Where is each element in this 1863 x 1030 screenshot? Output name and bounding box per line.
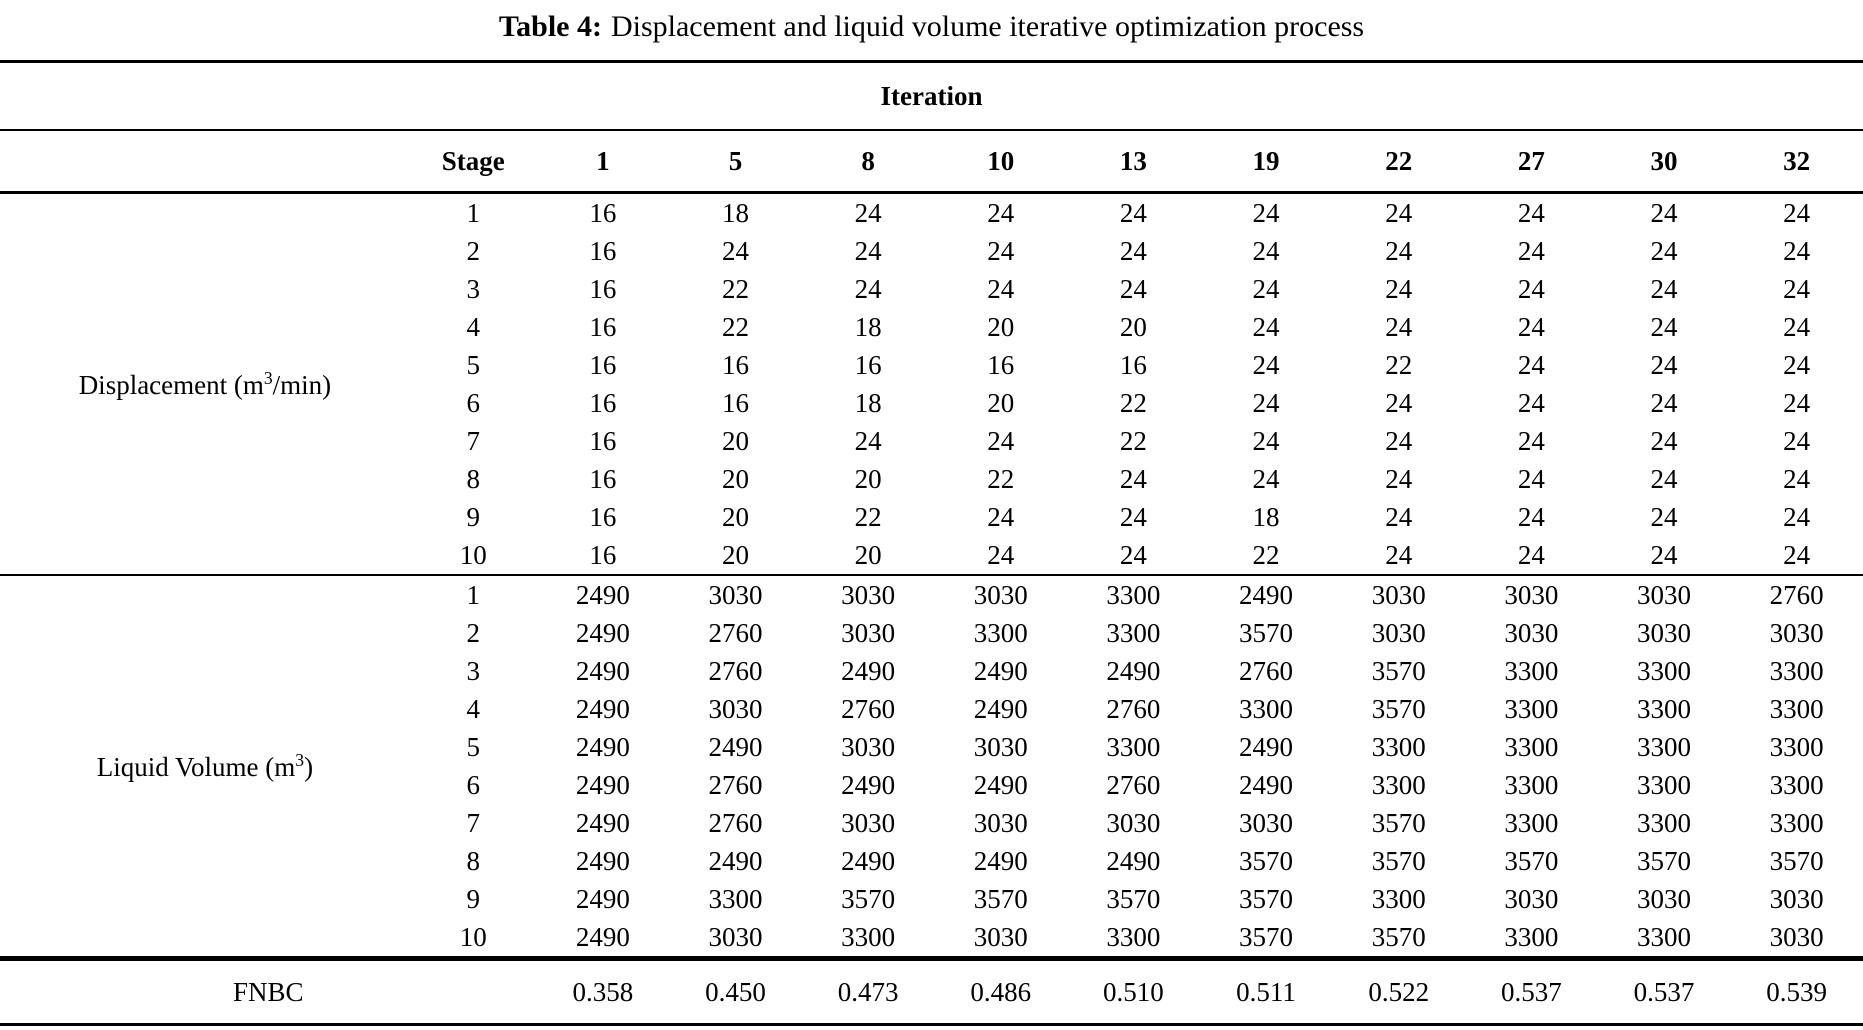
value-cell: 3300: [1636, 807, 1691, 838]
value-cell: 24: [1783, 539, 1811, 570]
value-cell: 2490: [708, 731, 763, 762]
value-cell: 3030: [973, 731, 1028, 762]
value-cell: 24: [1252, 197, 1280, 228]
value-cell: 24: [1385, 197, 1413, 228]
value-cell: 22: [1385, 349, 1413, 380]
value-cell: 3030: [1636, 883, 1691, 914]
value-cell: 2760: [1106, 693, 1161, 724]
value-cell: 24: [987, 197, 1015, 228]
value-cell: 24: [1517, 463, 1545, 494]
value-cell: 3570: [1636, 845, 1691, 876]
iteration-column-header: 13: [1067, 130, 1200, 193]
value-cell: 3030: [841, 807, 896, 838]
value-cell: 20: [721, 463, 749, 494]
stage-cell: 7: [466, 425, 480, 456]
value-cell: 24: [1517, 349, 1545, 380]
value-cell: 2490: [841, 845, 896, 876]
iteration-column-header: 10: [934, 130, 1067, 193]
iteration-column-header: 30: [1598, 130, 1731, 193]
value-cell: 3570: [1371, 693, 1426, 724]
value-cell: 2490: [1106, 845, 1161, 876]
value-cell: 3570: [973, 883, 1028, 914]
value-cell: 3030: [802, 575, 935, 614]
fnbc-value-cell: 0.539: [1730, 959, 1863, 1025]
value-cell: 3300: [1504, 769, 1559, 800]
value-cell: 16: [589, 273, 617, 304]
column-header-row: [0, 130, 1863, 193]
value-cell: 3300: [1636, 655, 1691, 686]
value-cell: 3030: [708, 693, 763, 724]
value-cell: 24: [1252, 311, 1280, 342]
value-cell: 3570: [1371, 921, 1426, 952]
value-cell: 3030: [1504, 883, 1559, 914]
value-cell: 2490: [575, 845, 630, 876]
value-cell: 3300: [1504, 731, 1559, 762]
row-group-label: Liquid Volume $(m^3)$: [0, 575, 410, 959]
value-cell: 24: [1783, 425, 1811, 456]
value-cell: 24: [987, 235, 1015, 266]
value-cell: 3570: [1371, 807, 1426, 838]
value-cell: 3300: [973, 617, 1028, 648]
value-cell: 2490: [973, 845, 1028, 876]
value-cell: 3030: [1598, 575, 1731, 614]
value-cell: 2490: [841, 655, 896, 686]
value-cell: 3300: [1371, 769, 1426, 800]
value-cell: 2490: [973, 655, 1028, 686]
value-cell: 24: [1650, 425, 1678, 456]
value-cell: 20: [987, 311, 1015, 342]
value-cell: 24: [1252, 349, 1280, 380]
table-row: [0, 575, 1863, 614]
value-cell: 3300: [1769, 769, 1824, 800]
value-cell: 22: [854, 501, 882, 532]
value-cell: 2490: [1200, 575, 1333, 614]
value-cell: 18: [1252, 501, 1280, 532]
iteration-group-header-row: [0, 62, 1863, 131]
value-cell: 2490: [537, 575, 670, 614]
value-cell: 24: [1783, 501, 1811, 532]
value-cell: 16: [721, 387, 749, 418]
value-cell: 24: [1650, 539, 1678, 570]
stage-cell: 3: [466, 273, 480, 304]
value-cell: 3570: [1504, 845, 1559, 876]
value-cell: 24: [1650, 197, 1678, 228]
value-cell: 3570: [1239, 845, 1294, 876]
value-cell: 3570: [841, 883, 896, 914]
value-cell: 24: [1119, 463, 1147, 494]
value-cell: 24: [1517, 501, 1545, 532]
value-cell: 16: [854, 349, 882, 380]
value-cell: 2490: [575, 883, 630, 914]
value-cell: 24: [1252, 387, 1280, 418]
stage-cell: 1: [466, 197, 480, 228]
stage-cell: 5: [466, 349, 480, 380]
value-cell: 3030: [1636, 617, 1691, 648]
value-cell: 24: [1517, 197, 1545, 228]
value-cell: 2760: [841, 693, 896, 724]
value-cell: 16: [589, 197, 617, 228]
value-cell: 18: [721, 197, 749, 228]
value-cell: 24: [854, 273, 882, 304]
value-cell: 20: [721, 501, 749, 532]
value-cell: 24: [1783, 235, 1811, 266]
value-cell: 2490: [575, 731, 630, 762]
fnbc-value-cell: 0.537: [1465, 959, 1598, 1025]
value-cell: 3030: [1769, 617, 1824, 648]
table-caption-number: Table 4:: [498, 10, 602, 43]
value-cell: 24: [987, 539, 1015, 570]
value-cell: 24: [1650, 463, 1678, 494]
value-cell: 24: [1783, 311, 1811, 342]
value-cell: 24: [1650, 349, 1678, 380]
value-cell: 2490: [973, 693, 1028, 724]
value-cell: 16: [589, 235, 617, 266]
value-cell: 20: [721, 539, 749, 570]
stage-cell: 10: [459, 539, 487, 570]
value-cell: 2490: [575, 921, 630, 952]
value-cell: 3030: [841, 617, 896, 648]
fnbc-value-cell: 0.486: [934, 959, 1067, 1025]
value-cell: 24: [854, 197, 882, 228]
value-cell: 24: [987, 273, 1015, 304]
value-cell: 22: [1119, 387, 1147, 418]
stage-cell: 2: [466, 235, 480, 266]
value-cell: 3570: [1371, 655, 1426, 686]
value-cell: 24: [1517, 311, 1545, 342]
value-cell: 22: [987, 463, 1015, 494]
value-cell: 20: [1119, 311, 1147, 342]
value-cell: 3030: [1465, 575, 1598, 614]
value-cell: 3300: [1636, 921, 1691, 952]
value-cell: 2490: [575, 769, 630, 800]
value-cell: 16: [721, 349, 749, 380]
fnbc-value-cell: 0.522: [1332, 959, 1465, 1025]
row-group-label: Displacement $(m^3/\min)$: [78, 367, 332, 400]
value-cell: 24: [1119, 235, 1147, 266]
stage-cell: 3: [466, 655, 480, 686]
fnbc-value-cell: 0.450: [669, 959, 802, 1025]
value-cell: 24: [1783, 463, 1811, 494]
value-cell: 24: [1252, 425, 1280, 456]
value-cell: 24: [1119, 539, 1147, 570]
fnbc-value-cell: 0.358: [537, 959, 670, 1025]
value-cell: 3300: [1106, 731, 1161, 762]
fnbc-label: FNBC: [0, 959, 537, 1025]
iteration-column-header: 27: [1465, 130, 1598, 193]
optimization-table: [0, 60, 1863, 1026]
value-cell: 3300: [708, 883, 763, 914]
value-cell: 3300: [1504, 655, 1559, 686]
value-cell: 2760: [1239, 655, 1294, 686]
iteration-column-header: 22: [1332, 130, 1465, 193]
value-cell: 24: [1385, 501, 1413, 532]
value-cell: 2490: [575, 693, 630, 724]
iteration-group-header: Iteration: [0, 62, 1863, 131]
table-caption-text: Displacement and liquid volume iterative optimization process: [610, 10, 1365, 43]
fnbc-value-cell: 0.537: [1598, 959, 1731, 1025]
value-cell: 24: [721, 235, 749, 266]
value-cell: 2760: [708, 655, 763, 686]
value-cell: 3030: [1106, 807, 1161, 838]
stage-cell: 6: [466, 387, 480, 418]
stage-cell: 5: [466, 731, 480, 762]
value-cell: 3570: [1769, 845, 1824, 876]
value-cell: 3570: [1371, 845, 1426, 876]
value-cell: 2490: [1239, 769, 1294, 800]
value-cell: 3300: [1504, 921, 1559, 952]
value-cell: 24: [987, 501, 1015, 532]
value-cell: 3030: [973, 921, 1028, 952]
value-cell: 22: [721, 311, 749, 342]
value-cell: 24: [1650, 235, 1678, 266]
value-cell: 24: [1252, 273, 1280, 304]
stage-cell: 2: [466, 617, 480, 648]
iteration-column-header: 1: [537, 130, 670, 193]
value-cell: 3300: [1239, 693, 1294, 724]
fnbc-value-cell: 0.473: [802, 959, 935, 1025]
value-cell: 2760: [708, 769, 763, 800]
stage-cell: 8: [466, 845, 480, 876]
value-cell: 3300: [1769, 693, 1824, 724]
iteration-column-header: 5: [669, 130, 802, 193]
value-cell: 3030: [1769, 883, 1824, 914]
value-cell: 2490: [575, 655, 630, 686]
value-cell: 2490: [1239, 731, 1294, 762]
value-cell: 24: [1650, 387, 1678, 418]
value-cell: 3300: [841, 921, 896, 952]
value-cell: 24: [1119, 197, 1147, 228]
value-cell: 20: [721, 425, 749, 456]
fnbc-row: [0, 959, 1863, 1025]
value-cell: 22: [721, 273, 749, 304]
value-cell: 3300: [1504, 807, 1559, 838]
value-cell: 2760: [708, 807, 763, 838]
value-cell: 2490: [575, 807, 630, 838]
stage-cell: 1: [410, 575, 537, 614]
value-cell: 18: [854, 387, 882, 418]
value-cell: 24: [1517, 387, 1545, 418]
value-cell: 3300: [1067, 575, 1200, 614]
value-cell: 3030: [1239, 807, 1294, 838]
value-cell: 3300: [1504, 693, 1559, 724]
value-cell: 3570: [1106, 883, 1161, 914]
value-cell: 24: [987, 425, 1015, 456]
stage-cell: 9: [466, 883, 480, 914]
stage-cell: 6: [466, 769, 480, 800]
value-cell: 16: [589, 311, 617, 342]
value-cell: 3300: [1371, 731, 1426, 762]
value-cell: 24: [1385, 311, 1413, 342]
value-cell: 24: [1783, 349, 1811, 380]
stage-cell: 8: [466, 463, 480, 494]
value-cell: 3030: [1332, 575, 1465, 614]
value-cell: 22: [1119, 425, 1147, 456]
value-cell: 3570: [1239, 921, 1294, 952]
value-cell: 24: [1517, 235, 1545, 266]
value-cell: 3300: [1769, 731, 1824, 762]
value-cell: 2490: [1106, 655, 1161, 686]
table-row: [0, 193, 1863, 233]
row-label-column-header: [0, 130, 410, 193]
value-cell: 24: [854, 235, 882, 266]
value-cell: 3300: [1106, 617, 1161, 648]
value-cell: 16: [589, 463, 617, 494]
value-cell: 2760: [1106, 769, 1161, 800]
value-cell: 24: [1385, 235, 1413, 266]
value-cell: 22: [1252, 539, 1280, 570]
value-cell: 24: [1650, 273, 1678, 304]
value-cell: 2760: [708, 617, 763, 648]
value-cell: 2490: [708, 845, 763, 876]
value-cell: 24: [1517, 539, 1545, 570]
table-caption: [0, 0, 1863, 60]
value-cell: 16: [987, 349, 1015, 380]
value-cell: 2490: [841, 769, 896, 800]
stage-cell: 4: [466, 311, 480, 342]
value-cell: 16: [589, 501, 617, 532]
value-cell: 3300: [1769, 655, 1824, 686]
value-cell: 20: [854, 539, 882, 570]
value-cell: 24: [1517, 425, 1545, 456]
value-cell: 3030: [1504, 617, 1559, 648]
value-cell: 3300: [1371, 883, 1426, 914]
stage-cell: 9: [466, 501, 480, 532]
fnbc-value-cell: 0.511: [1200, 959, 1333, 1025]
value-cell: 24: [1783, 197, 1811, 228]
value-cell: 24: [1252, 235, 1280, 266]
value-cell: 3570: [1239, 617, 1294, 648]
value-cell: 16: [589, 425, 617, 456]
value-cell: 18: [854, 311, 882, 342]
value-cell: 24: [1783, 273, 1811, 304]
value-cell: 3300: [1636, 693, 1691, 724]
value-cell: 24: [1650, 501, 1678, 532]
stage-cell: 7: [466, 807, 480, 838]
value-cell: 24: [1252, 463, 1280, 494]
value-cell: 3030: [708, 921, 763, 952]
stage-cell: 4: [466, 693, 480, 724]
iteration-column-header: 8: [802, 130, 935, 193]
value-cell: 24: [1385, 463, 1413, 494]
value-cell: 2490: [973, 769, 1028, 800]
value-cell: 24: [1385, 273, 1413, 304]
value-cell: 3300: [1106, 921, 1161, 952]
value-cell: 2490: [575, 617, 630, 648]
value-cell: 3300: [1769, 807, 1824, 838]
value-cell: 24: [1385, 425, 1413, 456]
value-cell: 24: [1650, 311, 1678, 342]
value-cell: 24: [854, 425, 882, 456]
stage-cell: 10: [459, 921, 487, 952]
value-cell: 24: [1119, 501, 1147, 532]
value-cell: 3300: [1636, 731, 1691, 762]
fnbc-value-cell: 0.510: [1067, 959, 1200, 1025]
value-cell: 3570: [1239, 883, 1294, 914]
value-cell: 2760: [1730, 575, 1863, 614]
value-cell: 24: [1385, 539, 1413, 570]
value-cell: 3030: [841, 731, 896, 762]
value-cell: 20: [854, 463, 882, 494]
value-cell: 16: [1119, 349, 1147, 380]
value-cell: 3030: [973, 807, 1028, 838]
value-cell: 3300: [1636, 769, 1691, 800]
value-cell: 3030: [669, 575, 802, 614]
value-cell: 16: [589, 387, 617, 418]
value-cell: 24: [1119, 273, 1147, 304]
value-cell: 3030: [1371, 617, 1426, 648]
value-cell: 16: [589, 539, 617, 570]
value-cell: 20: [987, 387, 1015, 418]
value-cell: 24: [1783, 387, 1811, 418]
iteration-column-header: 19: [1200, 130, 1333, 193]
value-cell: 16: [589, 349, 617, 380]
value-cell: 24: [1517, 273, 1545, 304]
stage-column-header: Stage: [410, 130, 537, 193]
value-cell: 3030: [1769, 921, 1824, 952]
value-cell: 3030: [934, 575, 1067, 614]
iteration-column-header: 32: [1730, 130, 1863, 193]
value-cell: 24: [1385, 387, 1413, 418]
